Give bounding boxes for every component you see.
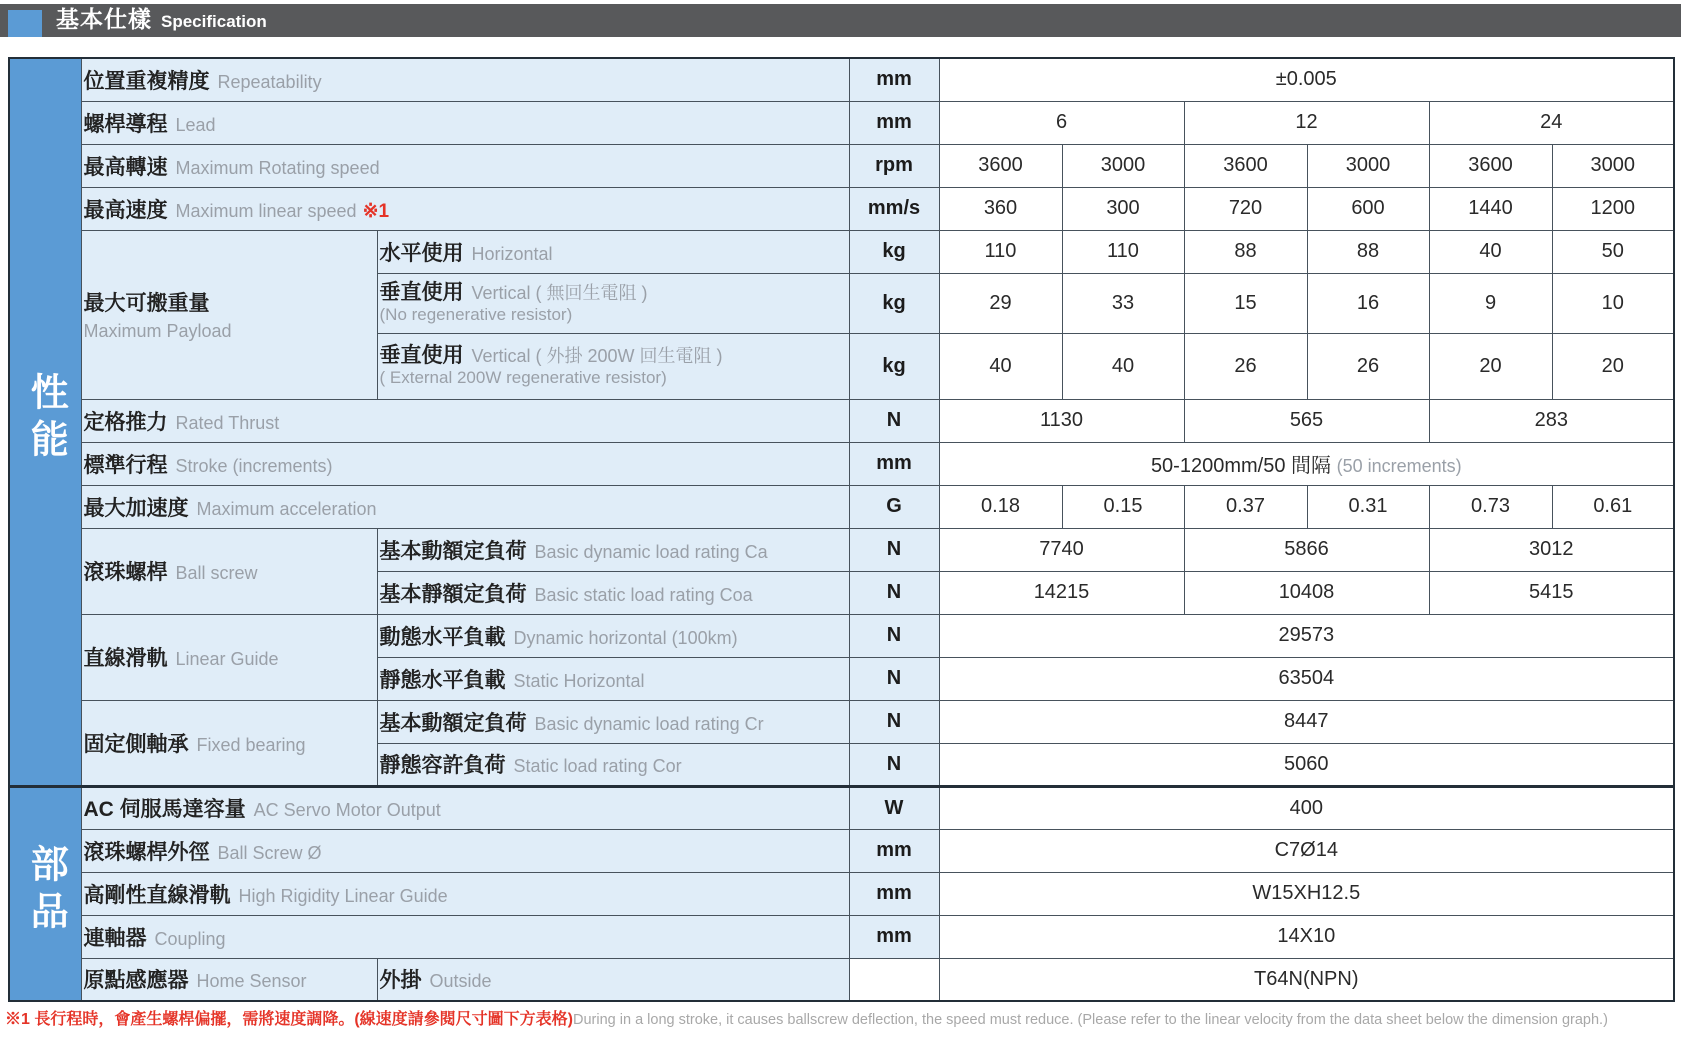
value-cell: 10: [1552, 273, 1674, 333]
value-cell: [939, 442, 1674, 485]
label-zh: 原點感應器: [83, 969, 189, 993]
row-label: [81, 872, 849, 915]
value-cell: 3600: [1184, 144, 1307, 187]
accent-square: [8, 10, 42, 37]
label-zh: 標準行程: [83, 453, 168, 477]
label-en: Maximum linear speed: [175, 200, 357, 221]
label-en: Linear Guide: [175, 649, 279, 669]
value-cell: 3000: [1307, 144, 1429, 187]
unit-cell: N: [849, 657, 939, 700]
value-cell: 3012: [1429, 528, 1674, 571]
label-en: Static Horizontal: [513, 670, 645, 691]
label-en: Lead: [175, 114, 216, 135]
sub-label: [377, 273, 849, 333]
value-cell: ±0.005: [939, 58, 1674, 101]
value-cell: 16: [1307, 273, 1429, 333]
row-ballscrew-diameter: [9, 829, 1674, 872]
specification-table: [8, 57, 1675, 1002]
row-rated-thrust: [9, 399, 1674, 442]
value-cell: W15XH12.5: [939, 872, 1674, 915]
value-cell: 565: [1184, 399, 1429, 442]
value-cell: 24: [1429, 101, 1674, 144]
value-cell: 283: [1429, 399, 1674, 442]
value-cell: 110: [1062, 230, 1184, 273]
label-en: Outside: [429, 971, 492, 992]
footnote-zh: ※1 長行程時，會產生螺桿偏擺，需將速度調降。(線速度請參閱尺寸圖下方表格): [5, 1011, 574, 1028]
group-label-linear-guide: [81, 614, 377, 700]
label-en: Ball screw: [175, 563, 258, 583]
row-label: [81, 144, 849, 187]
label-zh: 高剛性直線滑軌: [83, 883, 231, 907]
footnote-en: During in a long stroke, it causes ballscrew deflection, the speed must reduce. (Please refer to the linear velocity from the data sheet below the dimension graph.): [573, 1012, 1608, 1028]
unit-cell: N: [849, 700, 939, 743]
label-zh: 最大可搬重量: [83, 292, 210, 315]
row-label: [81, 187, 849, 230]
value-cell: 14X10: [939, 915, 1674, 958]
section-label-performance: 性能: [9, 58, 81, 786]
row-ballscrew-dynamic: [9, 528, 1674, 571]
value-cell: C7Ø14: [939, 829, 1674, 872]
value-cell: 20: [1429, 333, 1552, 399]
value-cell: 40: [1429, 230, 1552, 273]
value-cell: 110: [939, 230, 1062, 273]
row-label: [81, 786, 849, 829]
unit-cell: kg: [849, 333, 939, 399]
row-label: [81, 829, 849, 872]
label-en: Horizontal: [471, 243, 553, 264]
value-cell: 50: [1552, 230, 1674, 273]
label-en: Basic dynamic load rating Cr: [534, 713, 764, 734]
row-home-sensor: [9, 958, 1674, 1001]
unit-cell: kg: [849, 230, 939, 273]
label-en: Vertical ( 無回生電阻 ): [471, 283, 648, 304]
value-cell: 26: [1184, 333, 1307, 399]
label-en-line2: (No regenerative resistor): [379, 305, 573, 325]
unit-cell: mm: [849, 829, 939, 872]
unit-cell: N: [849, 614, 939, 657]
value-cell: 8447: [939, 700, 1674, 743]
row-servo-output: [9, 786, 1674, 829]
label-en: AC Servo Motor Output: [253, 800, 441, 820]
unit-cell: mm: [849, 442, 939, 485]
label-zh: 動態水平負載: [379, 625, 506, 649]
label-en: High Rigidity Linear Guide: [238, 885, 448, 906]
unit-cell: kg: [849, 273, 939, 333]
section-label-parts: 部品: [9, 786, 81, 1001]
label-en: Rated Thrust: [175, 412, 280, 433]
label-zh: 直線滑軌: [83, 647, 168, 670]
value-cell: 9: [1429, 273, 1552, 333]
footnote: [5, 1006, 1681, 1029]
value-cell: 63504: [939, 657, 1674, 700]
label-en: Basic dynamic load rating Ca: [534, 541, 768, 562]
label-zh: 最高速度: [83, 198, 168, 222]
value-cell: 14215: [939, 571, 1184, 614]
label-en: Ball Screw Ø: [217, 842, 322, 863]
value-cell: 1130: [939, 399, 1184, 442]
value-cell: 3000: [1552, 144, 1674, 187]
sub-label: [377, 528, 849, 571]
value-cell: 5866: [1184, 528, 1429, 571]
group-label-ball-screw: [81, 528, 377, 614]
value-cell: 7740: [939, 528, 1184, 571]
value-cell: 5060: [939, 743, 1674, 786]
label-zh: 靜態容許負荷: [379, 754, 506, 777]
label-zh: 定格推力: [83, 410, 168, 434]
value-cell: 88: [1184, 230, 1307, 273]
value-cell: 0.37: [1184, 485, 1307, 528]
value-cell: 29: [939, 273, 1062, 333]
sub-label: [377, 614, 849, 657]
label-zh: 連軸器: [83, 926, 147, 950]
label-zh: 靜態水平負載: [379, 668, 506, 692]
row-stroke: [9, 442, 1674, 485]
value-cell: 12: [1184, 101, 1429, 144]
sub-label: [377, 571, 849, 614]
unit-cell: N: [849, 399, 939, 442]
value-cell: 15: [1184, 273, 1307, 333]
row-max-acceleration: [9, 485, 1674, 528]
label-en: Stroke (increments): [175, 455, 333, 476]
sub-label: [377, 333, 849, 399]
label-zh: AC 伺服馬達容量: [83, 798, 246, 821]
label-zh: 滾珠螺桿: [83, 561, 168, 584]
label-zh: 螺桿導程: [83, 112, 168, 136]
unit-cell: mm: [849, 872, 939, 915]
unit-cell: mm/s: [849, 187, 939, 230]
value-cell: 40: [1062, 333, 1184, 399]
sub-label: [377, 958, 849, 1001]
group-label-max-payload: [81, 230, 377, 399]
unit-cell: N: [849, 528, 939, 571]
sub-label: [377, 700, 849, 743]
row-payload-horizontal: [9, 230, 1674, 273]
sub-label: [377, 743, 849, 786]
value-cell: 3600: [1429, 144, 1552, 187]
row-rigidity-guide: [9, 872, 1674, 915]
row-fixedbearing-dynamic: [9, 700, 1674, 743]
label-en: Static load rating Cor: [513, 756, 682, 776]
value-cell: 720: [1184, 187, 1307, 230]
row-max-rotating-speed: [9, 144, 1674, 187]
row-label: [81, 915, 849, 958]
label-zh: 水平使用: [379, 241, 464, 265]
label-en: Coupling: [154, 928, 226, 949]
value-cell: 26: [1307, 333, 1429, 399]
row-label: [81, 958, 377, 1001]
value-cell: 3000: [1062, 144, 1184, 187]
unit-cell: mm: [849, 58, 939, 101]
row-label: [81, 399, 849, 442]
label-zh: 位置重複精度: [83, 69, 210, 93]
value-cell: 1440: [1429, 187, 1552, 230]
value-cell: 0.73: [1429, 485, 1552, 528]
label-zh: 固定側軸承: [83, 732, 189, 756]
value-cell: 1200: [1552, 187, 1674, 230]
row-lead: [9, 101, 1674, 144]
footnote-marker: ※1: [362, 200, 390, 222]
label-en: Fixed bearing: [196, 734, 306, 755]
label-zh: 基本動額定負荷: [379, 539, 527, 563]
value-cell: 40: [939, 333, 1062, 399]
value-cell: 0.31: [1307, 485, 1429, 528]
label-en: Home Sensor: [196, 971, 307, 992]
unit-cell: N: [849, 743, 939, 786]
value-cell: 88: [1307, 230, 1429, 273]
value-cell: 300: [1062, 187, 1184, 230]
label-zh: 最高轉速: [83, 155, 168, 179]
value-cell: 33: [1062, 273, 1184, 333]
stroke-value-note: (50 increments): [1336, 456, 1462, 476]
label-zh: 最大加速度: [83, 496, 189, 520]
stroke-value: 50-1200mm/50 間隔: [1150, 455, 1332, 477]
unit-cell: G: [849, 485, 939, 528]
label-en: Repeatability: [217, 71, 322, 92]
value-cell: 0.15: [1062, 485, 1184, 528]
row-linearguide-dynamic: [9, 614, 1674, 657]
sub-label: [377, 657, 849, 700]
label-en: Maximum Rotating speed: [175, 157, 380, 178]
unit-cell-empty: [849, 958, 939, 1001]
label-en: Maximum acceleration: [196, 498, 377, 519]
value-cell: 360: [939, 187, 1062, 230]
row-coupling: [9, 915, 1674, 958]
row-repeatability: [9, 58, 1674, 101]
label-en: Basic static load rating Coa: [534, 584, 753, 605]
unit-cell: W: [849, 786, 939, 829]
label-en: Vertical ( 外掛 200W 回生電阻 ): [471, 346, 723, 367]
value-cell: 6: [939, 101, 1184, 144]
label-zh: 垂直使用: [379, 281, 464, 305]
value-cell: 0.18: [939, 485, 1062, 528]
row-max-linear-speed: [9, 187, 1674, 230]
value-cell: 0.61: [1552, 485, 1674, 528]
unit-cell: N: [849, 571, 939, 614]
page-title-zh: 基本仕樣: [56, 6, 152, 32]
value-cell: 600: [1307, 187, 1429, 230]
unit-cell: mm: [849, 915, 939, 958]
sub-label: [377, 230, 849, 273]
label-zh: 垂直使用: [379, 344, 464, 368]
label-zh: 外掛: [379, 969, 422, 993]
page-title-en: Specification: [161, 12, 267, 31]
label-zh: 基本靜額定負荷: [379, 582, 527, 606]
group-label-fixed-bearing: [81, 700, 377, 786]
row-label: [81, 101, 849, 144]
row-label: [81, 442, 849, 485]
value-cell: T64N(NPN): [939, 958, 1674, 1001]
unit-cell: mm: [849, 101, 939, 144]
value-cell: 10408: [1184, 571, 1429, 614]
value-cell: 29573: [939, 614, 1674, 657]
value-cell: 3600: [939, 144, 1062, 187]
page-title: [56, 1, 267, 34]
label-en: Maximum Payload: [83, 321, 232, 341]
row-label: [81, 58, 849, 101]
value-cell: 20: [1552, 333, 1674, 399]
value-cell: 400: [939, 786, 1674, 829]
label-en: Dynamic horizontal (100km): [513, 627, 738, 648]
value-cell: 5415: [1429, 571, 1674, 614]
label-zh: 滾珠螺桿外徑: [83, 840, 210, 864]
label-en-line2: ( External 200W regenerative resistor): [379, 368, 667, 388]
unit-cell: rpm: [849, 144, 939, 187]
label-zh: 基本動額定負荷: [379, 711, 527, 735]
row-label: [81, 485, 849, 528]
section-header-bar: [0, 4, 1681, 37]
